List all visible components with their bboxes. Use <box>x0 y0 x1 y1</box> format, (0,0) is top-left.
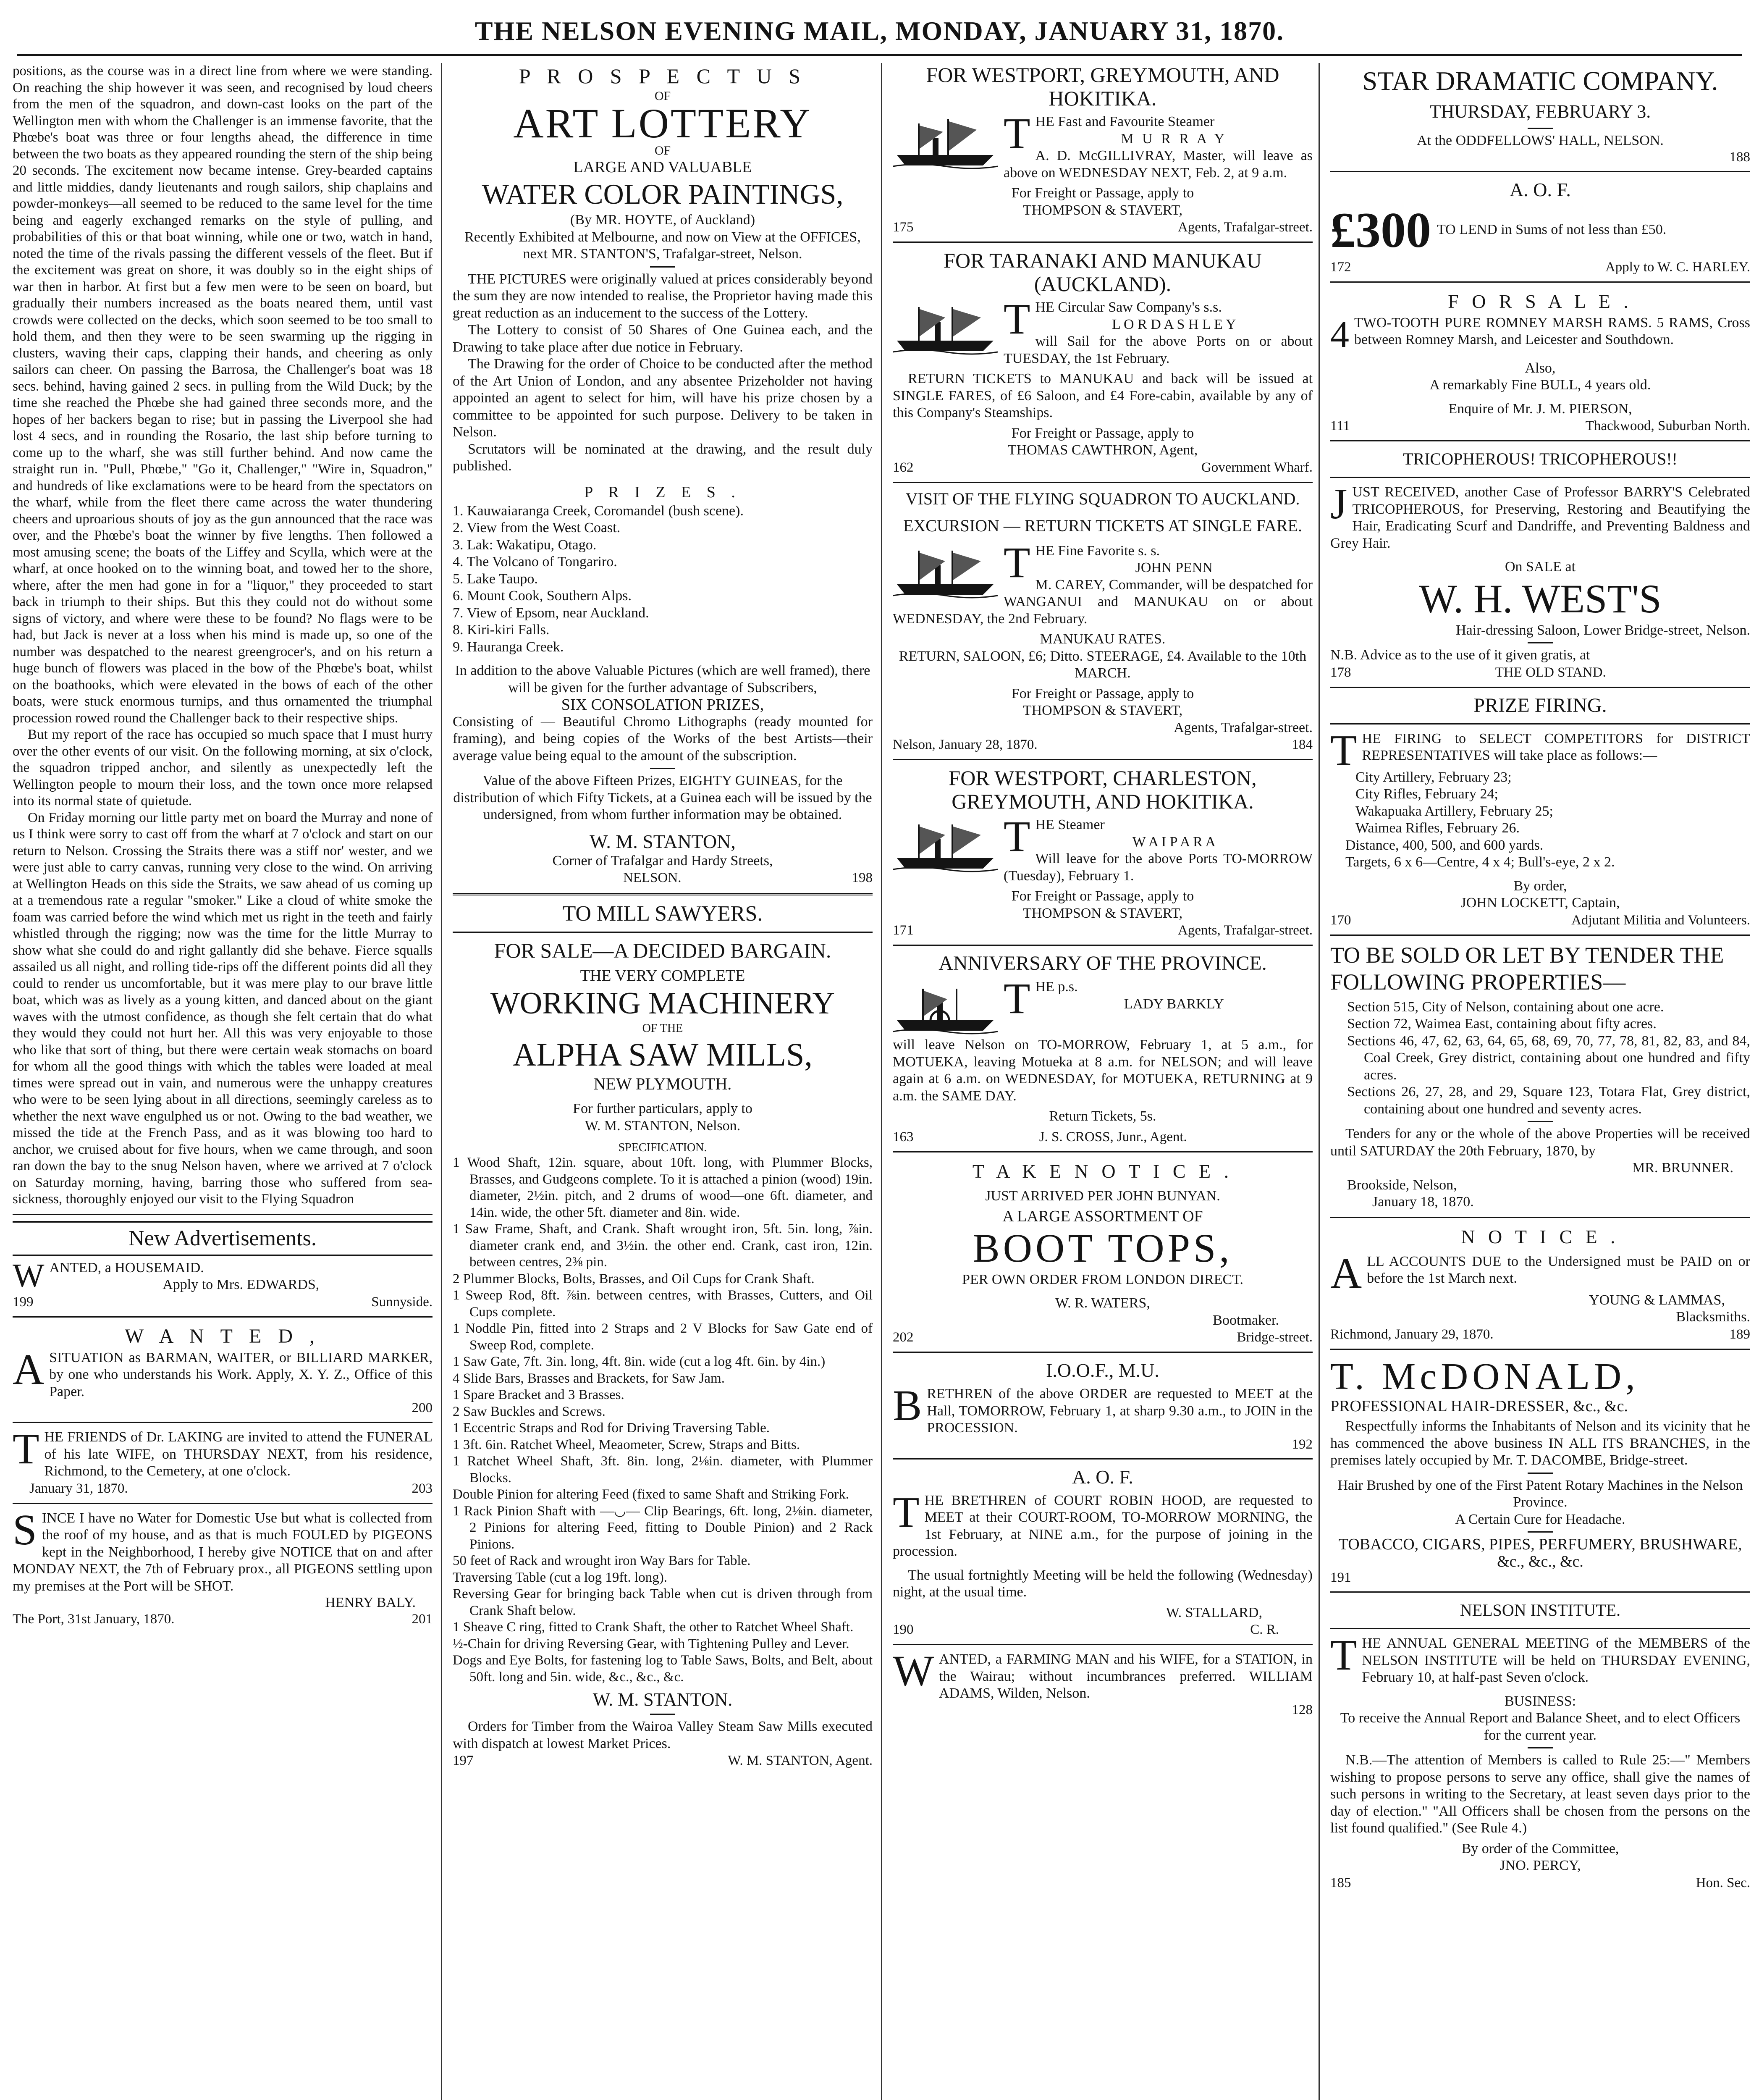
divider <box>453 893 873 895</box>
divider <box>1330 687 1750 688</box>
ad-prize-firing: PRIZE FIRING. T HE FIRING to SELECT COMPETITORS for DISTRICT REPRESENTATIVES will take place as follows:— City Artillery, February 23; City Rifles, February 24; Wakapuaka Artillery, February 25; Waimea Rifles, February 26. Distance, 400, 500, and 600 yards. Targets, 6 x 6—Centre, 4 x 4; Bull's-eye, 2 x 2. By order, JOHN LOCKETT, Captain, 170 Adjutant Militia and Volunteers. <box>1330 694 1750 928</box>
ad-boot-tops: T A K E N O T I C E . JUST ARRIVED PER JOHN BUNYAN. A LARGE ASSORTMENT OF BOOT TOPS, PER OWN ORDER FROM LONDON DIRECT. W. R. WATERS, Bootmaker. 202 Bridge-street. <box>893 1160 1313 1345</box>
ad-housemaid: W ANTED, a HOUSEMAID. Apply to Mrs. EDWARDS, 199 Sunnyside. <box>13 1257 433 1310</box>
spec-item: 1 Saw Frame, Shaft, and Crank. Shaft wrought iron, 5ft. 5in. long, ⅞in. diameter crank end, and 3½in. the other end. Crank, cast iron, 12in. between centres, 2⅜ pin. <box>453 1221 873 1270</box>
column-3 <box>893 63 1313 2100</box>
property-section: Sections 26, 27, 28, and 29, Square 123, Totara Flat, Grey district, containing about one hundred and seventy acres. <box>1347 1084 1750 1117</box>
divider <box>13 1214 433 1215</box>
ad-farming-man: W ANTED, a FARMING MAN and his WIFE, for a STATION, in the Wairau; without incumbrances preferred. WILLIAM ADAMS, Wilden, Nelson. 128 <box>893 1647 1313 1717</box>
column-rule <box>441 63 442 2100</box>
spec-item: 1 Sweep Rod, 8ft. ⅞in. between centres, with Brasses, Cutters, and Oil Cups complete. <box>453 1288 873 1320</box>
ad-money-to-lend: A. O. F. £300 TO LEND in Sums of not less than £50. 172 Apply to W. C. HARLEY. <box>1330 178 1750 275</box>
divider <box>1330 1591 1750 1593</box>
prize-item: 5. Lake Taupo. <box>453 571 538 587</box>
prize-item: 3. Lak: Wakatipu, Otago. <box>453 537 597 553</box>
prize-item: 8. Kiri-kiri Falls. <box>453 622 550 638</box>
spec-item: 1 Eccentric Straps and Rod for Driving Traversing Table. <box>453 1420 770 1436</box>
divider <box>893 242 1313 243</box>
divider <box>13 1503 433 1504</box>
spec-item: 2 Saw Buckles and Screws. <box>453 1404 606 1419</box>
column-2 <box>453 63 873 2100</box>
property-section: Sections 46, 47, 62, 63, 64, 65, 68, 69, 70, 77, 78, 81, 82, 83, and 84, Coal Creek, Grey district, containing about one hundred and fifty acres. <box>1347 1033 1750 1083</box>
column-1 <box>13 63 433 2100</box>
spec-item: 1 3ft. 6in. Ratchet Wheel, Meaometer, Screw, Straps and Bitts. <box>453 1437 800 1452</box>
spec-item: Reversing Gear for bringing back Table when cut is driven through from Crank Shaft below. <box>453 1586 873 1618</box>
spec-item: Dogs and Eye Bolts, for fastening log to Table Saws, Bolts, and Belt, about 50ft. long and 5in. wide, &c., &c., &c. <box>453 1653 873 1685</box>
ad-court-robin-hood: A. O. F. T HE BRETHREN of COURT ROBIN HOOD, are requested to MEET at their COURT-ROOM, TO-MORROW MORNING, the 1st February, at NINE a.m., for the purpose of joining in the procession. The usual fortnightly Meeting will be held the following (Wednesday) night, at the usual time. W. STALLARD, 190 C. R. <box>893 1466 1313 1637</box>
ad-waipara: FOR WESTPORT, CHARLESTON, GREYMOUTH, AND HOKITIKA. T HE Steamer W A I P A R A Will leave for the above Ports TO-MORROW (Tuesday), February 1. For Freight or Passage, apply to THOMPSON & STAVERT, 171 Agents, Trafalgar-street. <box>893 766 1313 938</box>
property-section: Section 515, City of Nelson, containing about one acre. <box>1347 999 1664 1015</box>
ad-mcdonald: T. McDONALD, PROFESSIONAL HAIR-DRESSER, &c., &c. Respectfully informs the Inhabitants of Nelson and its vicinity that he has commenced the above business IN ALL ITS BRANCHES, in the premises lately occupied by Mr. T. DACOMBE, Bridge-street. Hair Brushed by one of the First Patent Rotary Machines in the Nelson Province. A Certain Cure for Headache. TOBACCO, CIGARS, PIPES, PERFUMERY, BRUSHWARE, &c., &c., &c. 191 <box>1330 1355 1750 1585</box>
ad-romney-rams: F O R S A L E . 4 TWO-TOOTH PURE ROMNEY MARSH RAMS. 5 RAMS, Cross between Romney Marsh, and Leicester and Southdown. Also, A remarkably Fine BULL, 4 years old. Enquire of Mr. J. M. PIERSON, 111 Thackwood, Suburban North. <box>1330 290 1750 433</box>
story-paragraph: On Friday morning our little party met on board the Murray and none of us I think were sorry to cast off from the wharf at 7 o'clock and start on our return to Nelson. Crossing the Straits there was a stiff nor' wester, and we were just able to carry canvas, running very close to the wind. On arriving at Wellington Heads on this side the Straits, we saw ahead of us coming up at a tremendous rate a regular "smoker." Like a cloud of white smoke the foam was carried before the wind which met us right in the teeth and fairly whistled through the rigging; now was the time for the little Murray to show what she could do and right gallantly did she behave. Fierce squalls assailed us all night, and rolling tide-rips off the different points did all they could to render us uncomfortable, but it was mere play to our brave little boat, which was as lively as a young kitten, and danced about on the giant waves with the utmost confidence, as though she felt certain that do what they would they could not hurt her. All this was very enjoyable to those who like that sort of thing, but there were certain weak stomachs on board for whom all the good things with which the tables were loaded at meal times were spread out in vain, and numerous were the unhappy creatures who were to be seen lying about in all directions, seemingly careless as to whether the next wave engulphed us or not. Owing to the bad weather, we missed the tide at the French Pass, and as it was blowing too hard to anchor, we cruised about for five hours, when we came through, and soon ran down the bay to the snug Nelson haven, where we arrived at 7 o'clock on Saturday morning, having, barring those who suffered from sea-sickness, thoroughly enjoyed our visit to the Flying Squadron <box>13 810 433 1207</box>
prize-item: 9. Hauranga Creek. <box>453 639 564 655</box>
divider <box>893 1644 1313 1645</box>
ad-murray: FOR WESTPORT, GREYMOUTH, AND HOKITIKA. T HE Fast and Favourite Steamer M U R R A Y A. D. McGILLIVRAY, Master, will leave as above on WEDNESDAY NEXT, Feb. 2, at 9 a.m. For Freight or Passage, apply to THOMPSON & STAVERT, 175 Agents, Trafalgar-street. <box>893 63 1313 235</box>
prize-list <box>453 503 873 656</box>
divider <box>1330 440 1750 441</box>
ad-funeral: T HE FRIENDS of Dr. LAKING are invited to attend the FUNERAL of his late WIFE, on THURSDAY NEXT, from his residence, Richmond, to the Cemetery, at one o'clock. January 31, 1870. 203 <box>13 1425 433 1496</box>
divider <box>893 945 1313 946</box>
steamship-icon <box>893 544 998 599</box>
ad-ioof: I.O.O.F., M.U. B RETHREN of the above ORDER are requested to MEET at the Hall, TOMORROW, February 1, at sharp 9.30 a.m., to JOIN in the PROCESSION. 192 <box>893 1360 1313 1452</box>
ad-pigeons: S INCE I have no Water for Domestic Use but what is collected from the roof of my house, and as that is much FOULED by PIGEONS kept in the Neighborhood, I hereby give NOTICE that on and after MONDAY NEXT, the 7th of February prox., all PIGEONS settling upon my premises at the Port will be SHOT. HENRY BALY. The Port, 31st January, 1870. 201 <box>13 1505 433 1627</box>
column-rule <box>1319 63 1320 2100</box>
divider <box>1330 281 1750 283</box>
spec-item: 2 Plummer Blocks, Bolts, Brasses, and Oil Cups for Crank Shaft. <box>453 1271 815 1286</box>
spec-item: Traversing Table (cut a log 19ft. long). <box>453 1570 667 1585</box>
ad-john-penn: VISIT OF THE FLYING SQUADRON TO AUCKLAND. EXCURSION — RETURN TICKETS AT SINGLE FARE. T HE Fine Favorite s. s. JOHN PENN M. CAREY, Commander, will be despatched for WANGANUI and MANUKAU on or about WEDNESDAY, the 2nd February. MANUKAU RATES. RETURN, SALOON, £6; Ditto. STEERAGE, £4. Available to the 10th MARCH. For Freight or Passage, apply to THOMPSON & STAVERT, Agents, Trafalgar-street. Nelson, January 28, 1870. 184 <box>893 489 1313 752</box>
spec-item: 1 Noddle Pin, fitted into 2 Straps and 2 V Blocks for Saw Gate end of Sweep Rod, complete. <box>453 1321 873 1353</box>
prize-item: 4. The Volcano of Tongariro. <box>453 554 617 570</box>
spec-item: 1 Ratchet Wheel Shaft, 3ft. 8in. long, 2⅛in. diameter, with Plummer Blocks. <box>453 1454 873 1486</box>
firing-date: Wakapuaka Artillery, February 25; <box>1355 803 1553 819</box>
firing-date: Waimea Rifles, February 26. <box>1355 820 1520 836</box>
divider <box>1330 934 1750 936</box>
spec-item: Double Pinion for altering Feed (fixed to same Shaft and Striking Fork. <box>453 1487 849 1502</box>
spec-item: 1 Sheave C ring, fitted to Crank Shaft, the other to Ratchet Wheel Shaft. <box>453 1620 854 1635</box>
divider <box>13 1422 433 1423</box>
property-section: Section 72, Waimea East, containing about fifty acres. <box>1347 1016 1657 1032</box>
divider <box>893 1352 1313 1353</box>
spec-item: 1 Spare Bracket and 3 Brasses. <box>453 1387 624 1402</box>
steamship-icon <box>893 818 998 873</box>
section-heading: New Advertisements. <box>13 1221 433 1256</box>
spec-item: 1 Wood Shaft, 12in. square, about 10ft. long, with Plummer Blocks, Brasses, and Gudgeons complete. To it is attached a pinion (wood) 19in. diameter, 2½in. pitch, and 2 drums of wood—one 6ft. diameter, and 14in. wide, the other 5ft. diameter and 8in. wide. <box>453 1155 873 1220</box>
spec-item: 4 Slide Bars, Brasses and Brackets, for Saw Jam. <box>453 1370 725 1386</box>
specification-list <box>453 1155 873 1685</box>
spec-item: ½-Chain for driving Reversing Gear, with Tightening Pulley and Lever. <box>453 1636 849 1651</box>
paddle-steamer-icon <box>893 980 998 1035</box>
prize-item: 2. View from the West Coast. <box>453 520 621 536</box>
steamship-icon <box>893 115 998 170</box>
ad-art-lottery: P R O S P E C T U S OF ART LOTTERY OF LARGE AND VALUABLE WATER COLOR PAINTINGS, (By MR. HOYTE, of Auckland) Recently Exhibited at Melbourne, and now on View at the OFFICES, next MR. STANTON'S, Trafalgar-street, Nelson. THE PICTURES were originally valued at prices considerably beyond the sum they are now intended to realise, the Proprietor having made this great reduction as an inducement to the success of the Lottery. The Lottery to consist of 50 Shares of One Guinea each, and the Drawing to take place after due notice in February. The Drawing for the order of Choice to be conducted after the method of the Art Union of London, and any absentee Prizeholder not having appointed an agent to select for him, will have his prize chosen by a committee to be appointed for such purpose. Delivery to be taken in Nelson. Scrutators will be nominated at the drawing, and the result duly published. P R I Z E S . 1. Kauwaiaranga Creek, Coromandel (bush scene). 2. View from the West Coast. 3. Lak: Wakatipu, Otago. 4. The Volcano of Tongariro. 5. Lake Taupo. 6. Mount Cook, Southern Alps. 7. View of Epsom, near Auckland. 8. Kiri-kiri Falls. 9. Hauranga Creek. In addition to the above Valuable Pictures (which are well framed), there will be given for the further advantage of Subscribers, SIX CONSOLATION PRIZES, Consisting of — Beautiful Chromo Lithographs (ready mounted for framing), and being copies of the Works of the best Artists—their average value being equal to the amount of the subscription. Value of the above Fifteen Prizes, EIGHTY GUINEAS, for the distribution of which Fifty Tickets, at a Guinea each will be issued by the undersigned, from whom further information may be obtained. W. M. STANTON, Corner of Trafalgar and Hardy Streets, NELSON. 198 <box>453 64 873 885</box>
divider <box>893 1458 1313 1460</box>
divider <box>893 759 1313 760</box>
column-rule <box>881 63 882 2100</box>
column-4 <box>1330 63 1750 2100</box>
ad-mill-sawyers: TO MILL SAWYERS. FOR SALE—A DECIDED BARGAIN. THE VERY COMPLETE WORKING MACHINERY OF THE ALPHA SAW MILLS, NEW PLYMOUTH. For further particulars, apply to W. M. STANTON, Nelson. SPECIFICATION. 1 Wood Shaft, 12in. square, about 10ft. long, with Plummer Blocks, Brasses, and Gudgeons complete. To it is attached a pinion (wood) 19in. diameter, 2½in. pitch, and 2 drums of wood—one 6ft. diameter, and 14in. wide, the other 5ft. diameter and 8in. wide. 1 Saw Frame, Shaft, and Crank. Shaft wrought iron, 5ft. 5in. long, ⅞in. diameter crank end, and 3½in. the other end. Crank, cast iron, 12in. between centres, 2⅜ pin. 2 Plummer Blocks, Bolts, Brasses, and Oil Cups for Crank Shaft. 1 Sweep Rod, 8ft. ⅞in. between centres, with Brasses, Cutters, and Oil Cups complete. 1 Noddle Pin, fitted into 2 Straps and 2 V Blocks for Saw Gate end of Sweep Rod, complete. 1 Saw Gate, 7ft. 3in. long, 4ft. 8in. wide (cut a log 4ft. 6in. by 4in.) 4 Slide Bars, Brasses and Brackets, for Saw Jam. 1 Spare Bracket and 3 Brasses. 2 Saw Buckles and Screws. 1 Eccentric Straps and Rod for Driving Traversing Table. 1 3ft. 6in. Ratchet Wheel, Meaometer, Screw, Straps and Bitts. 1 Ratchet Wheel Shaft, 3ft. 8in. long, 2⅛in. diameter, with Plummer Blocks. Double Pinion for altering Feed (fixed to same Shaft and Striking Fork. 1 Rack Pinion Shaft with —◡— Clip Bearings, 6ft. long, 2⅛in. diameter, 2 Pinions for altering Feed, fitting to Double Pinion) and 2 Rack Pinions. 50 feet of Rack and wrought iron Way Bars for Table. Traversing Table (cut a log 19ft. long). Reversing Gear for bringing back Table when cut is driven through from Crank Shaft below. 1 Sheave C ring, fitted to Crank Shaft, the other to Ratchet Wheel Shaft. ½-Chain for driving Reversing Gear, with Tightening Pulley and Lever. Dogs and Eye Bolts, for fastening log to Table Saws, Bolts, and Belt, about 50ft. long and 5in. wide, &c., &c., &c. W. M. STANTON. Orders for Timber from the Wairoa Valley Steam Saw Mills executed with dispatch at lowest Market Prices. 197 W. M. STANTON, Agent. <box>453 902 873 1768</box>
masthead: THE NELSON EVENING MAIL, MONDAY, JANUARY 31, 1870. <box>17 8 1742 56</box>
prize-item: 7. View of Epsom, near Auckland. <box>453 605 649 621</box>
divider <box>1330 1217 1750 1218</box>
ad-nelson-institute: NELSON INSTITUTE. T HE ANNUAL GENERAL MEETING of the MEMBERS of the NELSON INSTITUTE will be held on THURSDAY EVENING, February 10, at half-past Seven o'clock. BUSINESS: To receive the Annual Report and Balance Sheet, and to elect Officers for the current year. N.B.—The attention of Members is called to Rule 25:—" Members wishing to propose persons to serve any office, shall give the names of such persons in writing to the Secretary, at least seven days prior to the day of election." "All Officers shall be chosen from the persons on the list found qualified." (See Rule 4.) By order of the Committee, JNO. PERCY, 185 Hon. Sec. <box>1330 1601 1750 1890</box>
prize-item: 1. Kauwaiaranga Creek, Coromandel (bush scene). <box>453 503 744 519</box>
ad-tender-properties: TO BE SOLD OR LET BY TENDER THE FOLLOWING PROPERTIES— Section 515, City of Nelson, containing about one acre. Section 72, Waimea East, containing about fifty acres. Sections 46, 47, 62, 63, 64, 65, 68, 69, 70, 77, 78, 81, 82, 83, and 84, Coal Creek, Grey district, containing about one hundred and fifty acres. Sections 26, 27, 28, and 29, Square 123, Totara Flat, Grey district, containing about one hundred and seventy acres. Tenders for any or the whole of the above Properties will be received until SATURDAY the 20th February, 1870, by MR. BRUNNER. Brookside, Nelson, January 18, 1870. <box>1330 942 1750 1210</box>
ad-notice-accounts: N O T I C E . A LL ACCOUNTS DUE to the Undersigned must be PAID on or before the 1st March next. YOUNG & LAMMAS, Blacksmiths. Richmond, January 29, 1870. 189 <box>1330 1226 1750 1342</box>
ad-wanted: W A N T E D , A SITUATION as BARMAN, WAITER, or BILLIARD MARKER, by one who understands his Work. Apply, X. Y. Z., Office of this Paper. 200 <box>13 1325 433 1415</box>
spec-item: 50 feet of Rack and wrought iron Way Bars for Table. <box>453 1553 751 1568</box>
divider <box>1330 171 1750 172</box>
prize-item: 6. Mount Cook, Southern Alps. <box>453 588 632 604</box>
divider <box>893 1151 1313 1152</box>
spec-item: 1 Rack Pinion Shaft with —◡— Clip Bearings, 6ft. long, 2⅛in. diameter, 2 Pinions for altering Feed, fitting to Double Pinion) and 2 Rack Pinions. <box>453 1503 873 1552</box>
divider <box>893 482 1313 483</box>
spec-item: 1 Saw Gate, 7ft. 3in. long, 4ft. 8in. wide (cut a log 4ft. 6in. by 4in.) <box>453 1354 826 1369</box>
ad-star-dramatic: STAR DRAMATIC COMPANY. THURSDAY, FEBRUARY 3. At the ODDFELLOWS' HALL, NELSON. 188 <box>1362 66 1750 165</box>
ad-lord-ashley: FOR TARANAKI AND MANUKAU (AUCKLAND). T HE Circular Saw Company's s.s. L O R D A S H L E Y will Sail for the above Ports on or about TUESDAY, the 1st February. RETURN TICKETS to MANUKAU and back will be issued at SINGLE FARES, of £6 Saloon, and £4 Fore-cabin, available by any of this Company's Steamships. For Freight or Passage, apply to THOMAS CAWTHRON, Agent, 162 Government Wharf. <box>893 249 1313 475</box>
divider <box>13 1316 433 1318</box>
story-paragraph: But my report of the race has occupied so much space that I must hurry over the other events of our visit. On the following morning, at six o'clock, the squadron tripped anchor, and silently as unexpectedly left the Wellington people to mourn their loss, and the town once more relapsed into its normal state of quietude. <box>13 727 433 808</box>
story-paragraph: positions, as the course was in a direct line from where we were standing. On reaching the ship however it was seen, and recognised by loud cheers from the men of the squadron, and down-cast looks on the part of the Wellington men with whom the Challenger is an immense favorite, that the Phœbe's boat was three or four lengths ahead, the difference in time between the two boats as they appeared rounding the stern of the ship being 20 seconds. The excitement now became intense. Grey-bearded captains and little middies, dandy lieutenants and rough sailors, ship chaplains and powder-monkeys—all seemed to be reduced to the same level for the time being and eagerly exchanged remarks on the style of pulling, and probabilities of this or that boat winning, while one or two, watch in hand, noted the time of the rivals passing the different vessels of the fleet. But if the excitement was great on shore, it was doubly so in the eight ships of war then in harbor. At first but a few men were to be seen on board, but gradually their numbers increased as the boats neared them, until vast crowds were collected on the decks, which soon seemed to be too small to hold them, and then they were to be seen swarming up the rigging in clusters, waving their caps, clapping their hands, and cheering as only sailors can cheer. On passing the Barrosa, the Challenger's boat was 18 secs. behind, having gained 2 secs. in pulling from the Wild Duck; by the time she reached the Phœbe she had gained three seconds more, and the hopes of her backers began to rise; but in passing the Liverpool she had lost 4 secs, and in rounding the Rosario, the last ship before turning to come up to the wharf, she was still further behind. And now came the straight run in. "Pull, Phœbe," "Go it, Challenger," "Wire in, Squadron," and hundreds of like exclamations were to be heard from the spectators on the wharf, while from the fleet there came across the water thundering cheers and uproarious shouts of joy as the gun announced that the race was over, and the Phœbe's boat the winner by five lengths. Then followed a most amusing scene; the boats of the Liffey and Scylla, which were at the wharf, at once hooked on to the winning boat, and towed her to the shore, where, after the men had gone in for a "liquor," they proceeded to start back in triumph to their ships. But this they could not do without some signs of victory, and where were these to be found? No flags were to be had, but Jack is never at a loss when his mind is made up, so one of the number was despatched to the nearest greengrocer's, and on his return a huge bunch of flowers was placed in the bow of the Phœbe's boat, whilst on the boathooks, which were elevated in the bows of each of the other boats, were stuck enormous turnips, and thus ornamented the triumphal procession rowed round the Challenger back to their respective ships. <box>13 63 433 726</box>
ad-lady-barkly: ANNIVERSARY OF THE PROVINCE. T HE p.s. LADY BARKLY will leave Nelson on TO-MORROW, February 1, at 5 a.m., for MOTUEKA, leaving Motueka at 8 a.m. for NELSON; and will leave again at 6 a.m. on WEDNESDAY, for MOTUEKA, RETURNING at 9 a.m. the SAME DAY. Return Tickets, 5s. 163 J. S. CROSS, Junr., Agent. <box>893 952 1313 1144</box>
ad-tricopherous: TRICOPHEROUS! TRICOPHEROUS!! J UST RECEIVED, another Case of Professor BARRY'S Celebrated TRICOPHEROUS, for Preserving, Restoring and Beautifying the Hair, Eradicating Scurf and Dandriffe, and Preventing Baldness and Grey Hair. On SALE at W. H. WEST'S Hair-dressing Saloon, Lower Bridge-street, Nelson. N.B. Advice as to the use of it given gratis, at 178 THE OLD STAND. <box>1330 449 1750 680</box>
steamship-icon <box>893 301 998 355</box>
firing-date: City Artillery, February 23; <box>1355 769 1512 785</box>
divider <box>1330 1349 1750 1350</box>
firing-date: City Rifles, February 24; <box>1355 786 1498 802</box>
